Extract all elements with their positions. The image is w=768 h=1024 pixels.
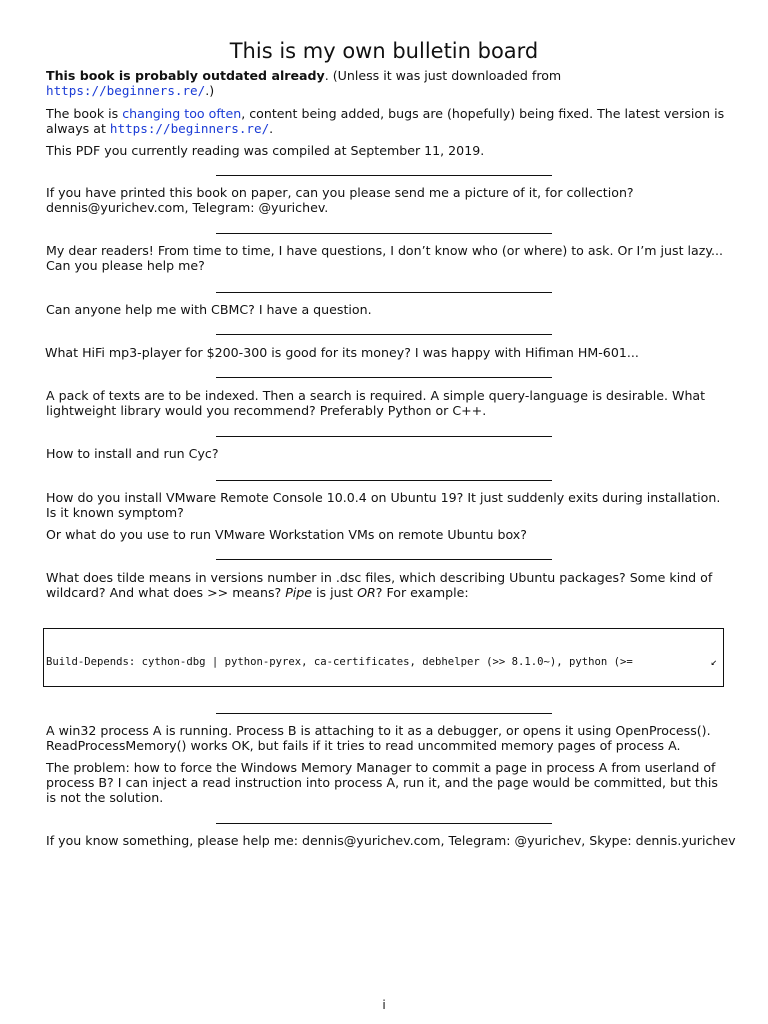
- readers-question: My dear readers! From time to time, I have questions, I don’t know who (or where) to ask. Or I’m just lazy... Can you please help me?: [46, 243, 724, 273]
- divider: [216, 292, 552, 293]
- outdated-text: . (Unless it was just downloaded from: [324, 68, 562, 83]
- tilde-post: ? For example:: [375, 585, 469, 600]
- build-depends-code-block: [43, 628, 724, 687]
- changing-notice: [46, 106, 726, 136]
- cbmc-question: Can anyone help me with CBMC? I have a question.: [46, 302, 372, 317]
- divider: [216, 480, 552, 481]
- vmware-question-1: How do you install VMware Remote Console 10.0.4 on Ubuntu 19? It just suddenly exits during installation. Is it known symptom?: [46, 490, 721, 520]
- code-line-text: Build-Depends: cython-dbg | python-pyrex, ca-certificates, debhelper (>> 8.1.0~), python (>=: [46, 656, 633, 668]
- outdated-bold: This book is probably outdated already: [46, 68, 325, 83]
- printed-request: If you have printed this book on paper, can you please send me a picture of it, for collection? dennis@yurichev.com, Telegram: @yurichev.: [46, 185, 634, 215]
- code-line: [46, 656, 723, 669]
- compiled-date: This PDF you currently reading was compiled at September 11, 2019.: [46, 143, 485, 158]
- beginners-link-1[interactable]: https://beginners.re/: [46, 83, 206, 98]
- divider: [216, 334, 552, 335]
- changing-end: .: [269, 121, 274, 136]
- hifi-question: What HiFi mp3-player for $200-300 is good for its money? I was happy with Hifiman HM-601...: [45, 345, 639, 360]
- tilde-pipe: Pipe: [285, 585, 313, 600]
- changing-post: , content being added, bugs are (hopefully) being fixed. The latest version is always at: [46, 106, 725, 136]
- win32-question-1: A win32 process A is running. Process B is attaching to it as a debugger, or opens it using OpenProcess(). ReadProcessMemory() works OK, but fails if it tries to read uncommited memory pages of process A.: [46, 723, 711, 753]
- outdated-close: .): [205, 83, 215, 98]
- tilde-or: OR: [357, 585, 376, 600]
- beginners-link-2[interactable]: https://beginners.re/: [109, 121, 270, 136]
- divider: [216, 823, 552, 824]
- divider: [216, 559, 552, 560]
- divider: [216, 175, 552, 176]
- line-wrap-icon: ↙: [710, 656, 717, 668]
- divider: [216, 713, 552, 714]
- page-number: i: [382, 998, 386, 1012]
- divider: [216, 377, 552, 378]
- contact-info: If you know something, please help me: dennis@yurichev.com, Telegram: @yurichev, Skype: dennis.yurichev: [46, 833, 736, 848]
- page-title: This is my own bulletin board: [229, 39, 539, 63]
- vmware-question-2: Or what do you use to run VMware Workstation VMs on remote Ubuntu box?: [46, 527, 527, 542]
- divider: [216, 233, 552, 234]
- cyc-question: How to install and run Cyc?: [46, 446, 219, 461]
- tilde-pre: What does tilde means in versions number in .dsc files, which describing Ubuntu packages? Some kind of wildcard? And what does >> means?: [46, 570, 713, 600]
- tilde-question: [46, 570, 726, 600]
- changing-pre: The book is: [46, 106, 123, 121]
- texts-question: A pack of texts are to be indexed. Then a search is required. A simple query-language is desirable. What lightweight library would you recommend? Preferably Python or C++.: [46, 388, 706, 418]
- outdated-notice: [46, 68, 726, 98]
- win32-question-2: The problem: how to force the Windows Memory Manager to commit a page in process A from userland of process B? I can inject a read instruction into process A, run it, and the page would be committed, but this is not the solution.: [46, 760, 718, 805]
- divider: [216, 436, 552, 437]
- changing-too-often-link[interactable]: changing too often: [122, 106, 242, 121]
- tilde-mid: is just: [312, 585, 358, 600]
